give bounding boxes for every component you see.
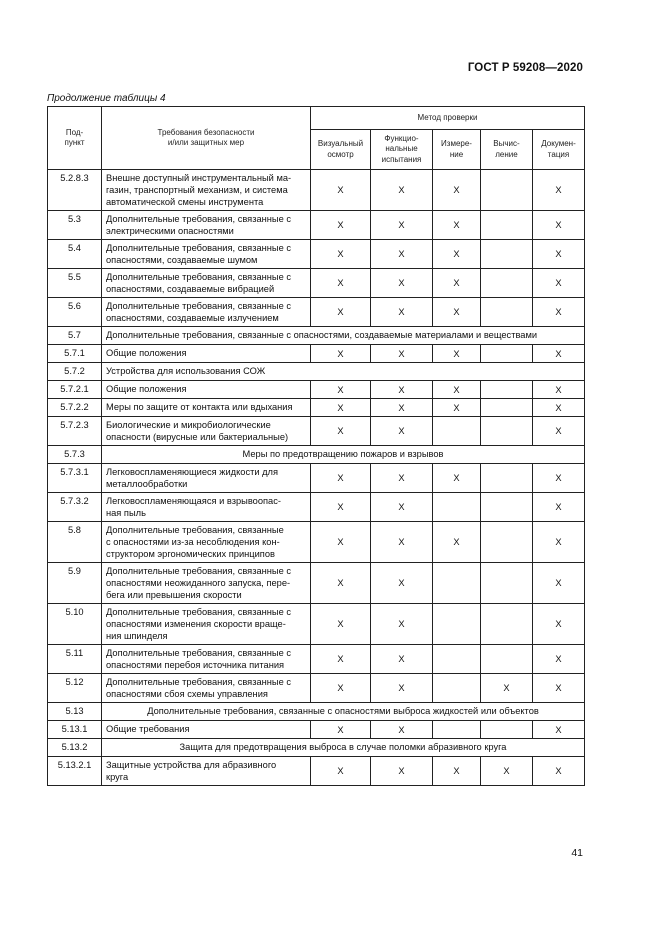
documentation-mark: X bbox=[533, 345, 585, 363]
requirement-text: Дополнительные требования, связанные с опасностями сбоя схемы управления bbox=[102, 674, 311, 703]
subclause-number: 5.13 bbox=[48, 703, 102, 721]
subclause-number: 5.5 bbox=[48, 269, 102, 298]
measurement-mark bbox=[433, 721, 481, 739]
functional-mark: X bbox=[371, 493, 433, 522]
visual-mark: X bbox=[311, 345, 371, 363]
calculation-mark bbox=[481, 298, 533, 327]
functional-mark: X bbox=[371, 604, 433, 645]
calculation-mark bbox=[481, 211, 533, 240]
subclause-number: 5.7.2.1 bbox=[48, 381, 102, 399]
functional-mark: X bbox=[371, 645, 433, 674]
functional-mark: X bbox=[371, 674, 433, 703]
table-row bbox=[48, 298, 585, 327]
table-row bbox=[48, 739, 585, 757]
measurement-mark: X bbox=[433, 381, 481, 399]
subclause-number: 5.7.3.2 bbox=[48, 493, 102, 522]
requirement-text: Общие требования bbox=[102, 721, 311, 739]
visual-mark: X bbox=[311, 522, 371, 563]
calculation-mark bbox=[481, 522, 533, 563]
requirement-text: Дополнительные требования, связанные с опасностями, создаваемые шумом bbox=[102, 240, 311, 269]
documentation-mark: X bbox=[533, 269, 585, 298]
visual-mark: X bbox=[311, 170, 371, 211]
measurement-mark bbox=[433, 563, 481, 604]
visual-mark: X bbox=[311, 464, 371, 493]
header-method-group: Метод проверки bbox=[311, 107, 585, 130]
subclause-number: 5.7.1 bbox=[48, 345, 102, 363]
functional-mark: X bbox=[371, 298, 433, 327]
documentation-mark: X bbox=[533, 721, 585, 739]
documentation-mark: X bbox=[533, 757, 585, 786]
section-heading: Дополнительные требования, связанные с опасностями выброса жидкостей или объектов bbox=[102, 703, 585, 721]
measurement-mark bbox=[433, 645, 481, 674]
header-documentation: Докумен- тация bbox=[533, 130, 585, 170]
section-heading: Меры по предотвращению пожаров и взрывов bbox=[102, 446, 585, 464]
documentation-mark: X bbox=[533, 381, 585, 399]
documentation-mark: X bbox=[533, 170, 585, 211]
calculation-mark bbox=[481, 399, 533, 417]
visual-mark: X bbox=[311, 645, 371, 674]
visual-mark: X bbox=[311, 563, 371, 604]
table-row bbox=[48, 757, 585, 786]
subclause-number: 5.11 bbox=[48, 645, 102, 674]
measurement-mark: X bbox=[433, 269, 481, 298]
header-measurement: Измере- ние bbox=[433, 130, 481, 170]
subclause-number: 5.9 bbox=[48, 563, 102, 604]
functional-mark: X bbox=[371, 269, 433, 298]
documentation-mark: X bbox=[533, 604, 585, 645]
section-heading: Защита для предотвращения выброса в случае поломки абразивного круга bbox=[102, 739, 585, 757]
requirement-text: Биологические и микробиологические опасности (вирусные или бактериальные) bbox=[102, 417, 311, 446]
subclause-number: 5.8 bbox=[48, 522, 102, 563]
functional-mark: X bbox=[371, 563, 433, 604]
functional-mark: X bbox=[371, 345, 433, 363]
table-row bbox=[48, 417, 585, 446]
measurement-mark bbox=[433, 417, 481, 446]
subclause-number: 5.10 bbox=[48, 604, 102, 645]
calculation-mark: X bbox=[481, 757, 533, 786]
table-row bbox=[48, 493, 585, 522]
visual-mark: X bbox=[311, 381, 371, 399]
calculation-mark bbox=[481, 269, 533, 298]
table-row bbox=[48, 399, 585, 417]
visual-mark: X bbox=[311, 493, 371, 522]
measurement-mark: X bbox=[433, 298, 481, 327]
measurement-mark: X bbox=[433, 522, 481, 563]
requirement-text: Дополнительные требования, связанные с опасностями изменения скорости враще- ния шпинделя bbox=[102, 604, 311, 645]
subclause-number: 5.13.2 bbox=[48, 739, 102, 757]
requirement-text: Дополнительные требования, связанные с опасностями, создаваемые излучением bbox=[102, 298, 311, 327]
documentation-mark: X bbox=[533, 464, 585, 493]
subclause-number: 5.7.2.2 bbox=[48, 399, 102, 417]
documentation-mark: X bbox=[533, 417, 585, 446]
calculation-mark bbox=[481, 464, 533, 493]
header-requirements: Требования безопасности и/или защитных мер bbox=[102, 107, 311, 170]
subclause-number: 5.6 bbox=[48, 298, 102, 327]
documentation-mark: X bbox=[533, 563, 585, 604]
visual-mark: X bbox=[311, 269, 371, 298]
table-caption: Продолжение таблицы 4 bbox=[47, 93, 166, 104]
page-number: 41 bbox=[571, 847, 583, 859]
standard-designation: ГОСТ Р 59208—2020 bbox=[467, 62, 583, 74]
visual-mark: X bbox=[311, 417, 371, 446]
measurement-mark bbox=[433, 604, 481, 645]
measurement-mark bbox=[433, 674, 481, 703]
subclause-number: 5.12 bbox=[48, 674, 102, 703]
calculation-mark bbox=[481, 645, 533, 674]
section-heading: Дополнительные требования, связанные с опасностями, создаваемые материалами и веществами bbox=[102, 327, 585, 345]
requirement-text: Дополнительные требования, связанные с опасностями перебоя источника питания bbox=[102, 645, 311, 674]
visual-mark: X bbox=[311, 298, 371, 327]
measurement-mark: X bbox=[433, 240, 481, 269]
requirement-text: Защитные устройства для абразивного круга bbox=[102, 757, 311, 786]
header-subclause: Под- пункт bbox=[48, 107, 102, 170]
table-row bbox=[48, 381, 585, 399]
subclause-number: 5.7.3 bbox=[48, 446, 102, 464]
functional-mark: X bbox=[371, 464, 433, 493]
table-row bbox=[48, 721, 585, 739]
measurement-mark: X bbox=[433, 464, 481, 493]
table-row bbox=[48, 446, 585, 464]
subclause-number: 5.13.1 bbox=[48, 721, 102, 739]
functional-mark: X bbox=[371, 522, 433, 563]
measurement-mark: X bbox=[433, 211, 481, 240]
measurement-mark: X bbox=[433, 399, 481, 417]
calculation-mark bbox=[481, 240, 533, 269]
visual-mark: X bbox=[311, 604, 371, 645]
visual-mark: X bbox=[311, 240, 371, 269]
section-heading: Устройства для использования СОЖ bbox=[102, 363, 585, 381]
requirement-text: Дополнительные требования, связанные с опасностями, создаваемые вибрацией bbox=[102, 269, 311, 298]
calculation-mark bbox=[481, 170, 533, 211]
header-calculation: Вычис- ление bbox=[481, 130, 533, 170]
subclause-number: 5.7.3.1 bbox=[48, 464, 102, 493]
requirement-text: Внешне доступный инструментальный ма- газин, транспортный механизм, и система автоматической смены инструмента bbox=[102, 170, 311, 211]
subclause-number: 5.4 bbox=[48, 240, 102, 269]
visual-mark: X bbox=[311, 757, 371, 786]
documentation-mark: X bbox=[533, 674, 585, 703]
table-row bbox=[48, 563, 585, 604]
subclause-number: 5.7 bbox=[48, 327, 102, 345]
table-row bbox=[48, 240, 585, 269]
requirement-text: Общие положения bbox=[102, 345, 311, 363]
documentation-mark: X bbox=[533, 493, 585, 522]
visual-mark: X bbox=[311, 721, 371, 739]
header-visual: Визуальный осмотр bbox=[311, 130, 371, 170]
calculation-mark bbox=[481, 381, 533, 399]
visual-mark: X bbox=[311, 674, 371, 703]
table-row bbox=[48, 522, 585, 563]
calculation-mark: X bbox=[481, 674, 533, 703]
documentation-mark: X bbox=[533, 211, 585, 240]
table-row bbox=[48, 170, 585, 211]
functional-mark: X bbox=[371, 721, 433, 739]
subclause-number: 5.7.2 bbox=[48, 363, 102, 381]
table-row bbox=[48, 211, 585, 240]
requirement-text: Дополнительные требования, связанные с опасностями из-за несоблюдения кон- структором эргономических принципов bbox=[102, 522, 311, 563]
functional-mark: X bbox=[371, 417, 433, 446]
requirement-text: Дополнительные требования, связанные с опасностями неожиданного запуска, пере- бега или превышения скорости bbox=[102, 563, 311, 604]
functional-mark: X bbox=[371, 240, 433, 269]
documentation-mark: X bbox=[533, 645, 585, 674]
functional-mark: X bbox=[371, 170, 433, 211]
requirement-text: Дополнительные требования, связанные с электрическими опасностями bbox=[102, 211, 311, 240]
requirement-text: Легковоспламеняющаяся и взрывоопас- ная пыль bbox=[102, 493, 311, 522]
measurement-mark bbox=[433, 493, 481, 522]
header-functional: Функцио- нальные испытания bbox=[371, 130, 433, 170]
table-row bbox=[48, 327, 585, 345]
table-row bbox=[48, 345, 585, 363]
subclause-number: 5.7.2.3 bbox=[48, 417, 102, 446]
calculation-mark bbox=[481, 417, 533, 446]
functional-mark: X bbox=[371, 757, 433, 786]
requirement-text: Общие положения bbox=[102, 381, 311, 399]
requirement-text: Легковоспламеняющиеся жидкости для металлообработки bbox=[102, 464, 311, 493]
calculation-mark bbox=[481, 604, 533, 645]
documentation-mark: X bbox=[533, 298, 585, 327]
table-row bbox=[48, 703, 585, 721]
table-row bbox=[48, 464, 585, 493]
table-row bbox=[48, 645, 585, 674]
measurement-mark: X bbox=[433, 170, 481, 211]
functional-mark: X bbox=[371, 381, 433, 399]
visual-mark: X bbox=[311, 211, 371, 240]
calculation-mark bbox=[481, 345, 533, 363]
subclause-number: 5.3 bbox=[48, 211, 102, 240]
verification-methods-table bbox=[47, 106, 585, 786]
functional-mark: X bbox=[371, 211, 433, 240]
subclause-number: 5.2.8.3 bbox=[48, 170, 102, 211]
table-row bbox=[48, 604, 585, 645]
documentation-mark: X bbox=[533, 522, 585, 563]
table-row bbox=[48, 363, 585, 381]
calculation-mark bbox=[481, 721, 533, 739]
subclause-number: 5.13.2.1 bbox=[48, 757, 102, 786]
documentation-mark: X bbox=[533, 240, 585, 269]
functional-mark: X bbox=[371, 399, 433, 417]
table-row bbox=[48, 674, 585, 703]
calculation-mark bbox=[481, 493, 533, 522]
table-row bbox=[48, 269, 585, 298]
visual-mark: X bbox=[311, 399, 371, 417]
calculation-mark bbox=[481, 563, 533, 604]
documentation-mark: X bbox=[533, 399, 585, 417]
requirement-text: Меры по защите от контакта или вдыхания bbox=[102, 399, 311, 417]
measurement-mark: X bbox=[433, 345, 481, 363]
measurement-mark: X bbox=[433, 757, 481, 786]
